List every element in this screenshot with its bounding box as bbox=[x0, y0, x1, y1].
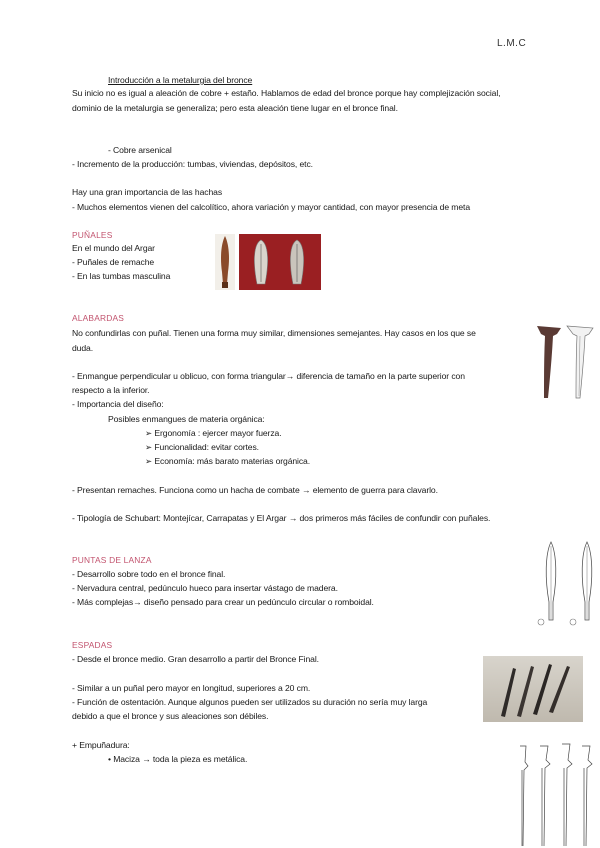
intro-paragraph-line-1: Su inicio no es igual a aleación de cobre + estaño. Hablamos de edad del bronce porque hay complejización social, bbox=[72, 88, 501, 98]
list-item: - Tipología de Schubart: Montejícar, Carrapatas y El Argar → dos primeros más fáciles de confundir con puñales. bbox=[72, 513, 491, 523]
dagger-photo bbox=[215, 234, 235, 290]
bullet-item: ➢ Economía: más barato materias orgánica. bbox=[145, 456, 311, 466]
list-item: - Función de ostentación. Aunque algunos pueden ser utilizados su duración no sería muy larga bbox=[72, 697, 428, 707]
paragraph-line: No confundirlas con puñal. Tienen una forma muy similar, dimensiones semejantes. Hay casos en los que se bbox=[72, 328, 476, 338]
spearhead-drawings bbox=[533, 540, 600, 628]
daggers-drawing-photo bbox=[239, 234, 321, 290]
bullet-item: ➢ Ergonomía : ejercer mayor fuerza. bbox=[145, 428, 282, 438]
bullet-item: ➢ Funcionalidad: evitar cortes. bbox=[145, 442, 259, 452]
list-item: - Cobre arsenical bbox=[108, 145, 172, 155]
spearhead-icon bbox=[533, 540, 600, 628]
bullet-item: • Maciza → toda la pieza es metálica. bbox=[108, 754, 248, 764]
list-item: + Empuñadura: bbox=[72, 740, 130, 750]
paragraph-line: respecto a la inferior. bbox=[72, 385, 150, 395]
paragraph-line: debido a que el bronce y sus aleaciones son débiles. bbox=[72, 711, 269, 721]
swords-icon bbox=[483, 656, 583, 722]
heading-puntas-de-lanza: PUNTAS DE LANZA bbox=[72, 555, 152, 565]
paragraph-line: duda. bbox=[72, 343, 94, 353]
heading-punales: PUÑALES bbox=[72, 230, 113, 240]
sword-hilt-icon bbox=[510, 742, 600, 848]
list-item: - Incremento de la producción: tumbas, viviendas, depósitos, etc. bbox=[72, 159, 313, 169]
list-item: - Desde el bronce medio. Gran desarrollo a partir del Bronce Final. bbox=[72, 654, 319, 664]
list-item: - En las tumbas masculina bbox=[72, 271, 171, 281]
heading-espadas: ESPADAS bbox=[72, 640, 113, 650]
list-item: - Más complejas→ diseño pensado para crear un pedúnculo circular o romboidal. bbox=[72, 597, 374, 607]
author-initials: L.M.C bbox=[497, 38, 527, 49]
list-item: - Presentan remaches. Funciona como un hacha de combate → elemento de guerra para clavarlo. bbox=[72, 485, 438, 495]
list-item: - Similar a un puñal pero mayor en longitud, superiores a 20 cm. bbox=[72, 683, 311, 693]
halberd-icon bbox=[533, 322, 600, 402]
paragraph-line: En el mundo del Argar bbox=[72, 243, 155, 253]
sword-hilt-drawings bbox=[510, 742, 600, 848]
heading-alabardas: ALABARDAS bbox=[72, 313, 125, 323]
halberd-images bbox=[533, 322, 600, 402]
list-item: - Desarrollo sobre todo en el bronce final. bbox=[72, 569, 226, 579]
section-title: Introducción a la metalurgia del bronce bbox=[108, 75, 253, 85]
intro-paragraph-line-2: dominio de la metalurgia se generaliza; pero esta aleación tiene lugar en el bronce final. bbox=[72, 103, 398, 113]
paragraph-line: Posibles enmangues de materia orgánica: bbox=[108, 414, 265, 424]
list-item: - Enmangue perpendicular u oblicuo, con forma triangular→ diferencia de tamaño en la parte superior con bbox=[72, 371, 465, 381]
dagger-icon bbox=[215, 234, 235, 290]
list-item: - Muchos elementos vienen del calcolítico, ahora variación y mayor cantidad, con mayor presencia de meta bbox=[72, 202, 471, 212]
swords-photo bbox=[483, 656, 583, 722]
daggers-icon bbox=[239, 234, 321, 290]
paragraph-line: Hay una gran importancia de las hachas bbox=[72, 187, 223, 197]
list-item: - Nervadura central, pedúnculo hueco para insertar vástago de madera. bbox=[72, 583, 338, 593]
list-item: - Puñales de remache bbox=[72, 257, 155, 267]
list-item: - Importancia del diseño: bbox=[72, 399, 164, 409]
